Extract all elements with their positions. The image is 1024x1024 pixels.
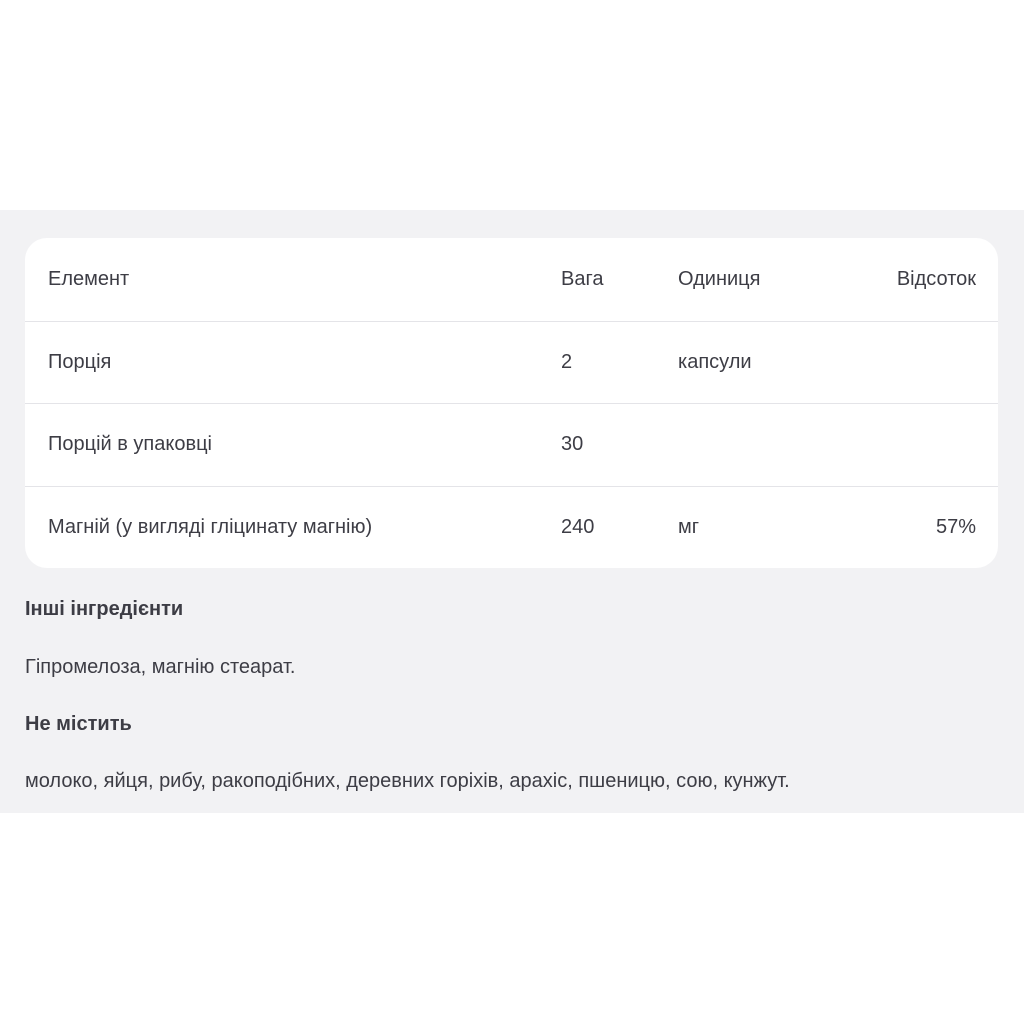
row-unit: мг bbox=[678, 516, 700, 538]
row-element: Порцій в упаковці bbox=[48, 433, 213, 455]
other-ingredients-title: Інші інгредієнти bbox=[25, 598, 184, 620]
table-row bbox=[25, 486, 998, 568]
row-weight: 30 bbox=[561, 433, 584, 455]
row-element: Магній (у вигляді гліцинату магнію) bbox=[48, 516, 373, 538]
does-not-contain-text: молоко, яйця, рибу, ракоподібних, деревних горіхів, арахіс, пшеницю, сою, кунжут. bbox=[25, 770, 790, 792]
supplement-facts-panel bbox=[0, 210, 1024, 813]
header-weight: Вага bbox=[561, 267, 604, 290]
nutrition-table bbox=[25, 238, 998, 568]
table-header-row bbox=[25, 238, 998, 320]
header-element: Елемент bbox=[48, 267, 130, 290]
does-not-contain-title: Не містить bbox=[25, 713, 132, 735]
table-row bbox=[25, 321, 998, 403]
row-percent: 57% bbox=[935, 516, 976, 538]
other-ingredients-text: Гіпромелоза, магнію стеарат. bbox=[25, 656, 296, 678]
row-unit: капсули bbox=[678, 351, 752, 373]
header-percent: Відсоток bbox=[896, 267, 976, 290]
row-element: Порція bbox=[48, 351, 112, 373]
header-unit: Одиниця bbox=[678, 267, 761, 290]
table-row bbox=[25, 403, 998, 485]
row-weight: 2 bbox=[561, 351, 573, 373]
row-weight: 240 bbox=[561, 516, 595, 538]
